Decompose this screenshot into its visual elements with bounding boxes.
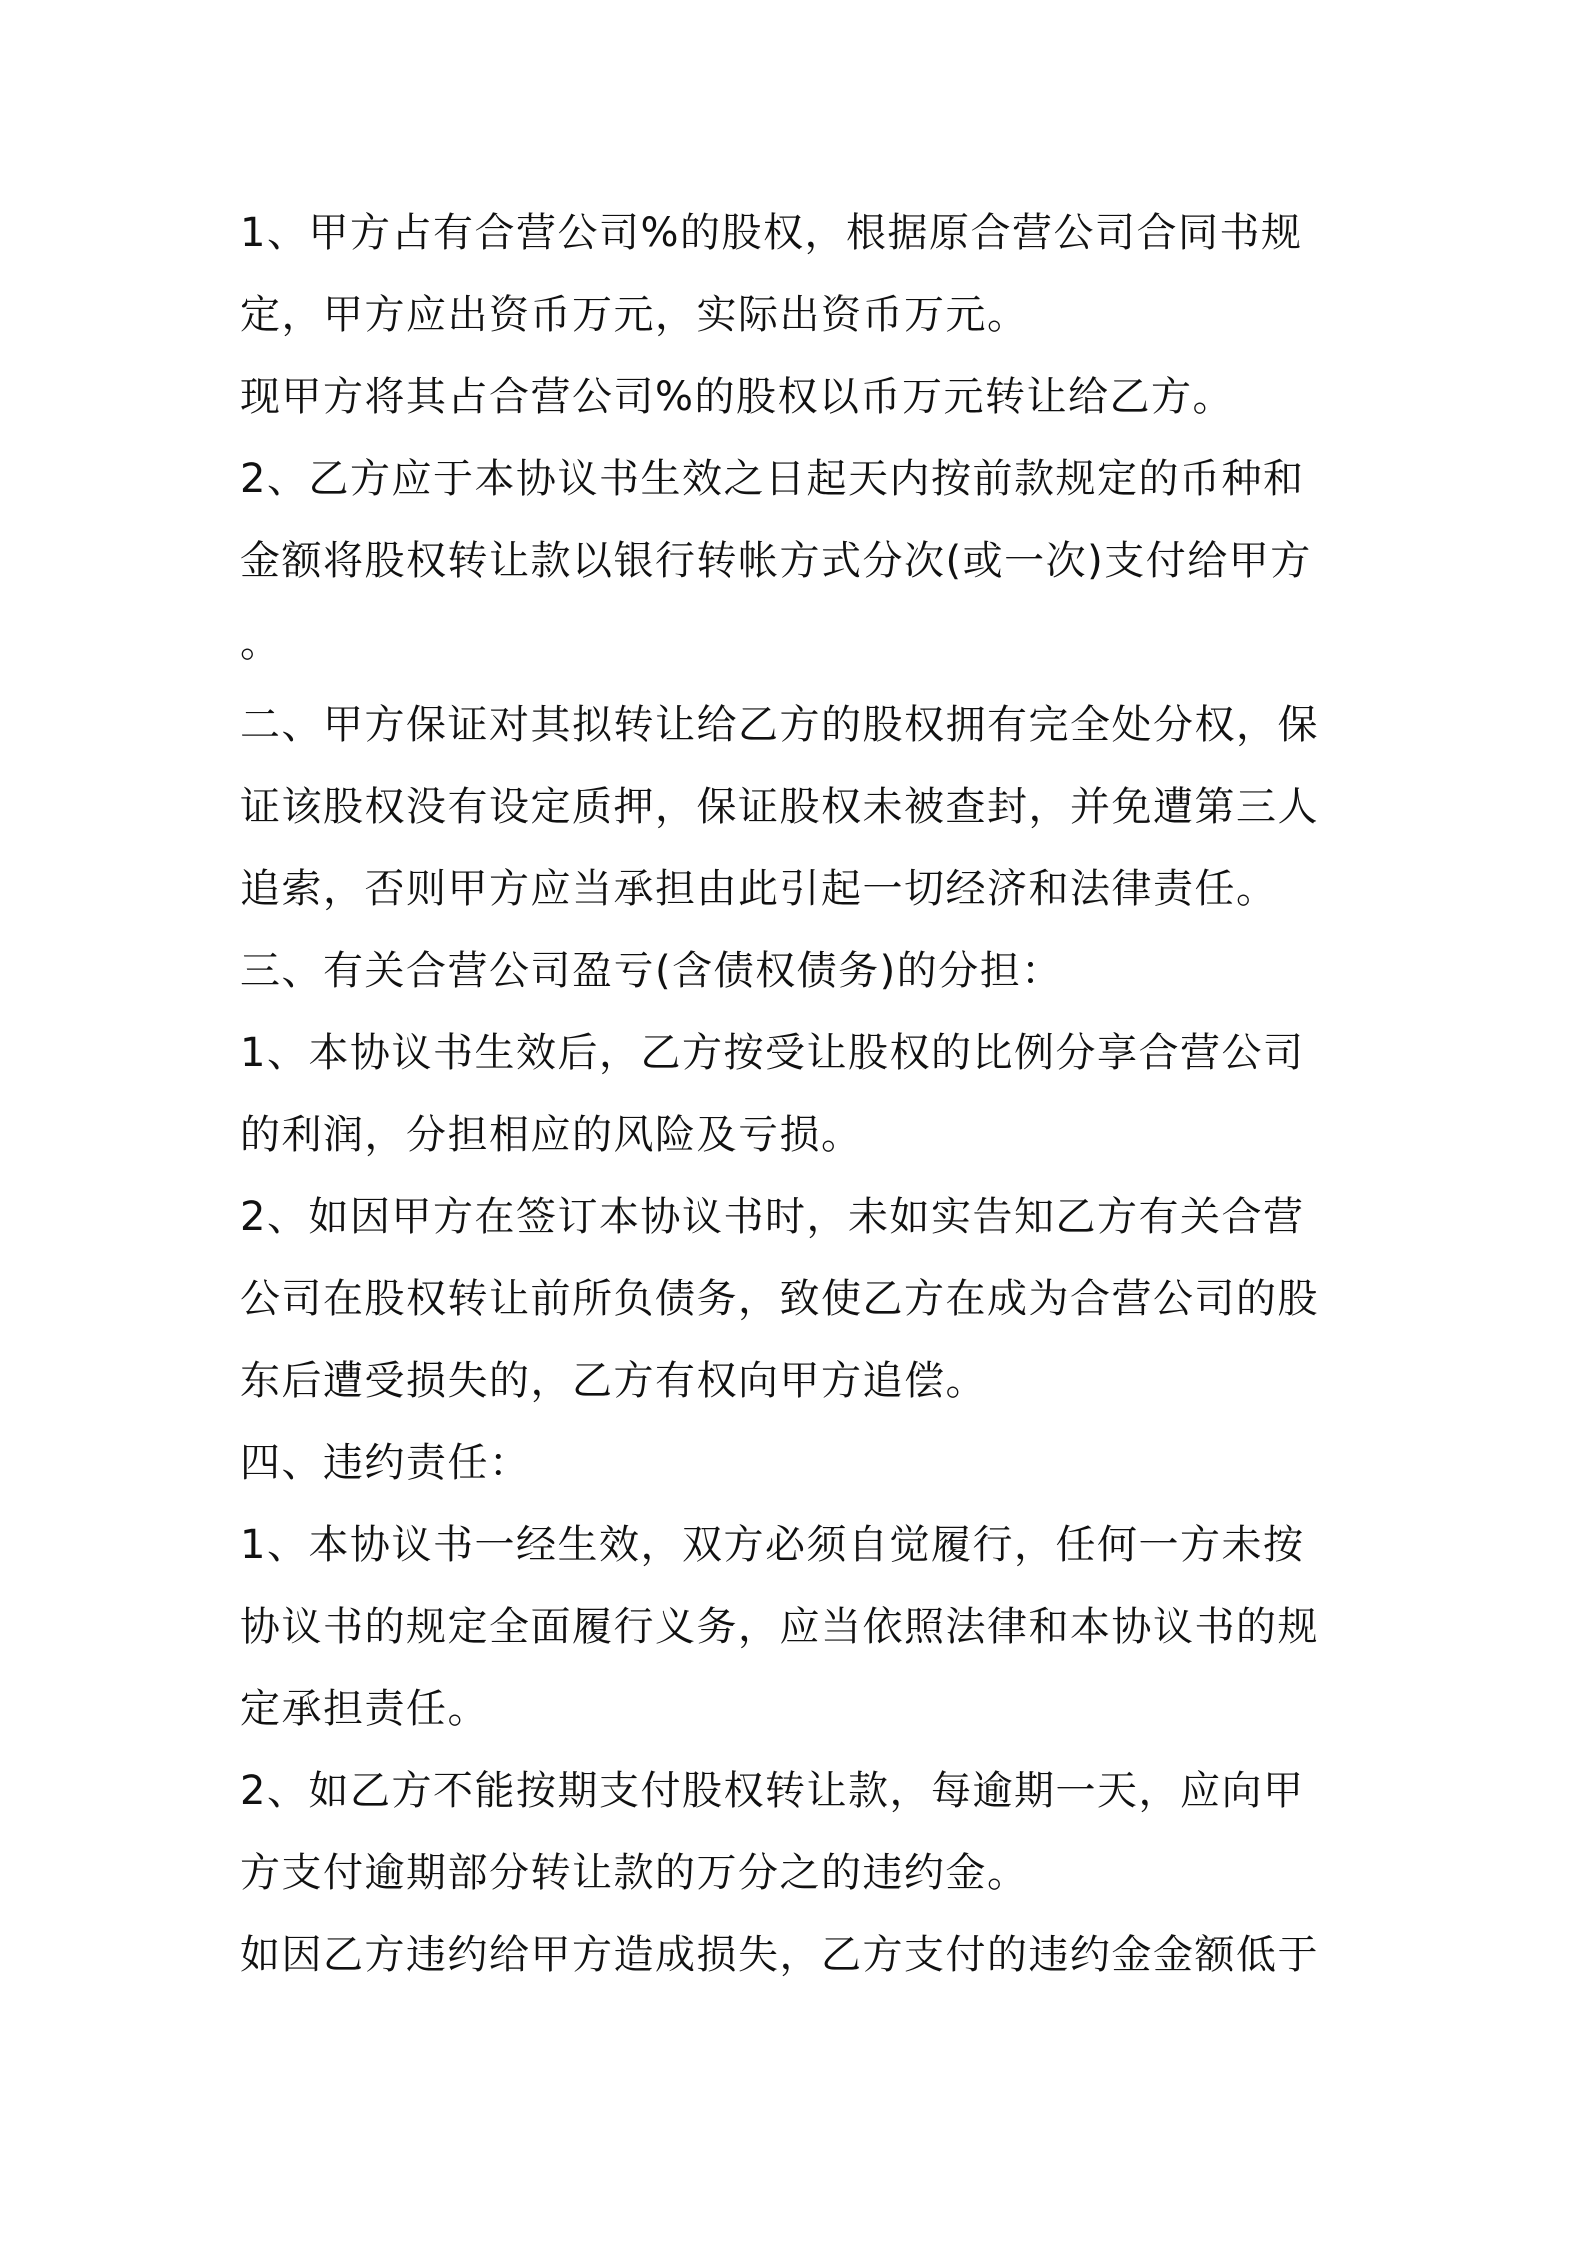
text-line: 定承担责任。 — [240, 1686, 489, 1732]
paragraph-2 — [240, 356, 1360, 438]
text-line: 定，甲方应出资币万元，实际出资币万元。 — [240, 292, 1029, 338]
paragraph-7 — [240, 1176, 1360, 1422]
text-line: 金额将股权转让款以银行转帐方式分次(或一次)支付给甲方 — [240, 538, 1312, 584]
paragraph-4 — [240, 684, 1360, 930]
text-line: 四、违约责任： — [240, 1440, 531, 1486]
text-line: 协议书的规定全面履行义务，应当依照法律和本协议书的规 — [240, 1604, 1319, 1650]
text-line: 方支付逾期部分转让款的万分之的违约金。 — [240, 1850, 1029, 1896]
text-line: 二、甲方保证对其拟转让给乙方的股权拥有完全处分权，保 — [240, 702, 1319, 748]
text-line: 2、如因甲方在签订本协议书时，未如实告知乙方有关合营 — [240, 1194, 1305, 1240]
section-heading-4 — [240, 1422, 1360, 1504]
text-line: 东后遭受损失的，乙方有权向甲方追偿。 — [240, 1358, 987, 1404]
paragraph-9 — [240, 1504, 1360, 1750]
paragraph-10 — [240, 1750, 1360, 1914]
text-line: 1、本协议书生效后，乙方按受让股权的比例分享合营公司 — [240, 1030, 1305, 1076]
text-line: 现甲方将其占合营公司%的股权以币万元转让给乙方。 — [240, 374, 1235, 420]
paragraph-3 — [240, 438, 1360, 684]
text-line: 1、甲方占有合营公司%的股权，根据原合营公司合同书规 — [240, 210, 1303, 256]
text-line: 三、有关合营公司盈亏(含债权债务)的分担： — [240, 948, 1063, 994]
text-line: 1、本协议书一经生效，双方必须自觉履行，任何一方未按 — [240, 1522, 1305, 1568]
text-line: 如因乙方违约给甲方造成损失，乙方支付的违约金金额低于 — [240, 1932, 1319, 1978]
text-line: 证该股权没有设定质押，保证股权未被查封，并免遭第三人 — [240, 784, 1319, 830]
text-line: 2、如乙方不能按期支付股权转让款，每逾期一天，应向甲 — [240, 1768, 1305, 1814]
section-heading-3 — [240, 930, 1360, 1012]
text-line: 追索，否则甲方应当承担由此引起一切经济和法律责任。 — [240, 866, 1278, 912]
paragraph-1 — [240, 192, 1360, 356]
paragraph-11 — [240, 1914, 1360, 1996]
text-line: 的利润，分担相应的风险及亏损。 — [240, 1112, 863, 1158]
text-line: 2、乙方应于本协议书生效之日起天内按前款规定的币种和 — [240, 456, 1305, 502]
paragraph-6 — [240, 1012, 1360, 1176]
document-body — [240, 192, 1360, 1996]
text-line: 公司在股权转让前所负债务，致使乙方在成为合营公司的股 — [240, 1276, 1319, 1322]
text-line: 。 — [240, 620, 282, 666]
